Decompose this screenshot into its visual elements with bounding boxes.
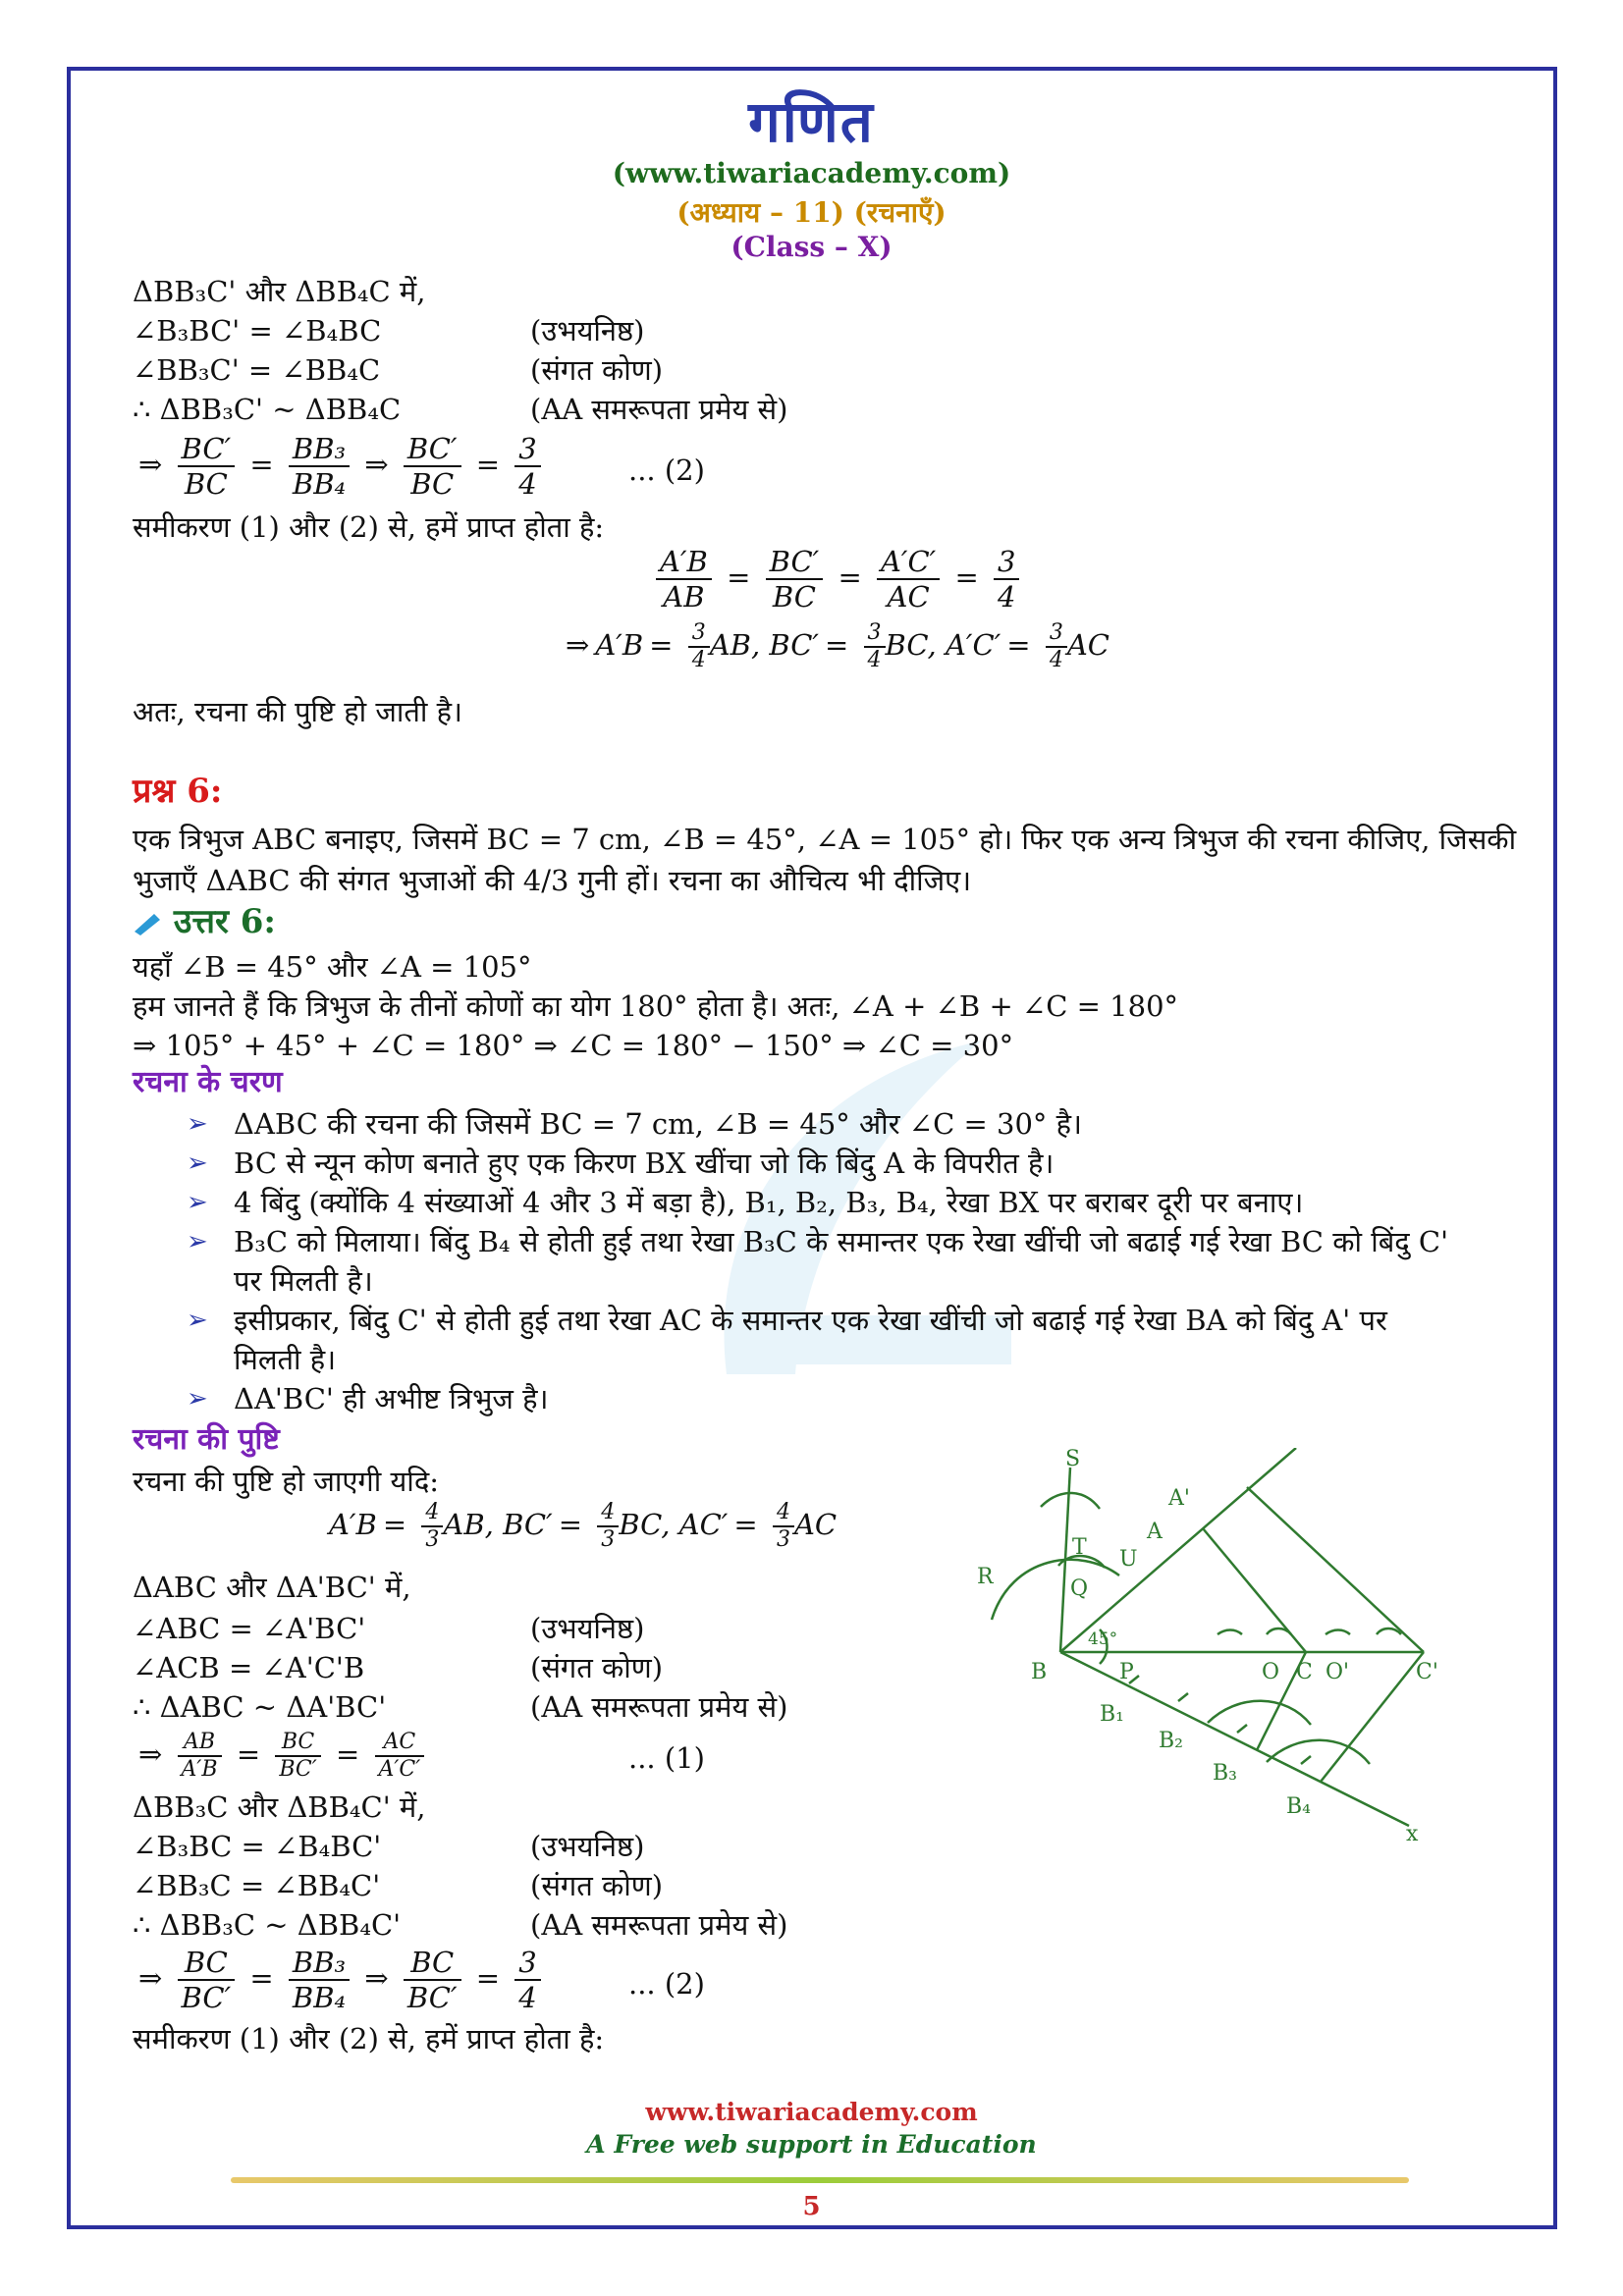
label-angle: 45° — [1088, 1629, 1118, 1649]
bullet-arrow-icon: ➢ — [187, 1227, 208, 1256]
question-heading: प्रश्न 6: — [133, 772, 223, 811]
reason: (संगत कोण) — [530, 1651, 664, 1684]
page-number: 5 — [802, 2192, 821, 2221]
arc-b2 — [1208, 1701, 1311, 1725]
label-o: O — [1262, 1660, 1280, 1684]
label-u: U — [1119, 1547, 1138, 1572]
answer-heading: उत्तर 6: — [133, 903, 276, 940]
similarity-row: ∴ ΔBB₃C ~ ΔBB₄C' — [133, 1908, 402, 1942]
equation-tag: ... (2) — [628, 1967, 705, 2001]
label-p: P — [1119, 1660, 1134, 1684]
similarity-row: ∴ ΔABC ~ ΔA'BC' — [133, 1690, 387, 1724]
proof-intro: रचना की पुष्टि हो जाएगी यदि: — [133, 1465, 439, 1498]
ratio-equation: $\frac{A'B}{AB}$ = $\frac{BC'}{BC}$ = $\frac{A'C'}{AC}$ = $\frac{3}{4}$ — [656, 545, 1019, 614]
label-q: Q — [1070, 1576, 1089, 1601]
label-x: x — [1406, 1822, 1419, 1846]
ray-bx — [1060, 1652, 1409, 1826]
tick-marks — [1129, 1676, 1311, 1764]
label-a: A — [1147, 1520, 1163, 1544]
reason: (संगत कोण) — [530, 1869, 664, 1902]
angle-row: ∠B₃BC = ∠B₄BC' — [133, 1830, 382, 1863]
angle-row: ∠BB₃C = ∠BB₄C' — [133, 1869, 381, 1902]
header-class: (Class – X) — [730, 231, 893, 263]
step-item: B₃C को मिलाया। बिंदु B₄ से होती हुई तथा रेखा B₃C के समान्तर एक रेखा खींची जो बढाई गई रेखा BC को बिंदु C' — [234, 1225, 1449, 1258]
equation-2-bottom: ⇒ $\frac{BC}{BC'}$ = $\frac{\text{BB₃}}{\text{BB₄}}$ ⇒ $\frac{BC}{BC'}$ = $\frac{3}{4}$ — [133, 1946, 541, 2014]
triangle-intro: ΔBB₃C' और ΔBB₄C में, — [133, 275, 426, 308]
equation-tag: ... (1) — [628, 1741, 705, 1775]
step-item: ΔABC की रचना की जिसमें BC = 7 cm, ∠B = 45° और ∠C = 30° है। — [234, 1107, 1083, 1141]
label-s: S — [1065, 1448, 1081, 1471]
proof-heading: रचना की पुष्टि — [133, 1422, 280, 1457]
condition-equation: A′B = $\frac{4}{3}$ AB, BC′ = $\frac{4}{3}$ BC, AC′ = $\frac{4}{3}$ AC — [329, 1500, 838, 1552]
step-item: इसीप्रकार, बिंदु C' से होती हुई तथा रेखा AC के समान्तर एक रेखा खींची जो बढाई गई रेखा BA को बिंदु A' पर — [234, 1304, 1387, 1337]
step-item-cont: पर मिलती है। — [234, 1264, 373, 1298]
conclusion: अतः, रचना की पुष्टि हो जाती है। — [133, 695, 463, 728]
result-equation: ⇒ A′B = $\frac{3}{4}$ AB, BC′ = $\frac{3}{4}$ BC, A′C′ = $\frac{3}{4}$ AC — [566, 620, 1109, 672]
label-a-prime: A' — [1168, 1486, 1190, 1511]
angle-c: ⇒ 105° + 45° + ∠C = 180° ⇒ ∠C = 180° − 150° ⇒ ∠C = 30° — [133, 1029, 1014, 1062]
reason: (AA समरूपता प्रमेय से) — [530, 393, 788, 426]
step-item: 4 बिंदु (क्योंकि 4 संख्याओं 4 और 3 में बड़ा है), B₁, B₂, B₃, B₄, रेखा BX पर बराबर दूरी पर बनाए। — [234, 1186, 1304, 1219]
line-a1c1 — [1247, 1487, 1424, 1652]
reason: (AA समरूपता प्रमेय से) — [530, 1908, 788, 1942]
bullet-arrow-icon: ➢ — [187, 1109, 208, 1139]
reason: (उभयनिष्ठ) — [530, 1830, 645, 1863]
footer-rule — [231, 2177, 1409, 2183]
label-b4: B₄ — [1286, 1794, 1311, 1819]
arc-c1 — [1377, 1629, 1401, 1634]
label-b1: B₁ — [1100, 1702, 1124, 1727]
bullet-arrow-icon: ➢ — [187, 1306, 208, 1335]
label-c-prime: C' — [1416, 1660, 1438, 1684]
step-item-cont: मिलती है। — [234, 1343, 337, 1376]
equation-tag: ... (2) — [628, 454, 705, 487]
label-b: B — [1031, 1660, 1048, 1684]
step-item: BC से न्यून कोण बनाते हुए एक किरण BX खींचा जो कि बिंदु A के विपरीत है। — [234, 1147, 1055, 1180]
label-b3: B₃ — [1213, 1761, 1237, 1786]
from-equations: समीकरण (1) और (2) से, हमें प्राप्त होता है: — [133, 510, 605, 544]
label-b2: B₂ — [1159, 1729, 1183, 1753]
bullet-arrow-icon: ➢ — [187, 1148, 208, 1178]
pen-icon — [133, 912, 162, 935]
reason: (AA समरूपता प्रमेय से) — [530, 1690, 788, 1724]
reason: (उभयनिष्ठ) — [530, 1612, 645, 1645]
steps-heading: रचना के चरण — [133, 1065, 283, 1099]
question-text: भुजाएँ ΔABC की संगत भुजाओं की 4/3 गुनी हों। रचना का औचित्य भी दीजिए। — [133, 864, 972, 897]
label-t: T — [1072, 1535, 1087, 1560]
header-site: (www.tiwariacademy.com) — [612, 157, 1011, 189]
step-item: ΔA'BC' ही अभीष्ट त्रिभुज है। — [234, 1382, 549, 1415]
arc-o — [1217, 1630, 1242, 1635]
equation-2-top: ⇒ $\frac{BC'}{BC}$ = $\frac{\text{BB₃}}{\text{BB₄}}$ ⇒ $\frac{BC'}{BC}$ = $\frac{3}{4}$ — [133, 432, 541, 501]
label-r: R — [977, 1565, 994, 1589]
triangle-intro: ΔABC और ΔA'BC' में, — [133, 1571, 411, 1604]
footer-tagline: A Free web support in Education — [586, 2130, 1037, 2159]
similarity-row: ∴ ΔBB₃C' ~ ΔBB₄C — [133, 393, 402, 426]
bullet-arrow-icon: ➢ — [187, 1384, 208, 1414]
equation-1: ⇒ $\frac{AB}{A'B}$ = $\frac{BC}{BC'}$ = $\frac{AC}{A'C'}$ — [133, 1730, 424, 1783]
from-equations: समीकरण (1) और (2) से, हमें प्राप्त होता है: — [133, 2022, 605, 2056]
arc-r — [992, 1560, 1119, 1620]
ray-ba — [1060, 1448, 1296, 1652]
reason: (संगत कोण) — [530, 353, 664, 387]
question-text: एक त्रिभुज ABC बनाइए, जिसमें BC = 7 cm, ∠B = 45°, ∠A = 105° हो। फिर एक अन्य त्रिभुज की रचना कीजिए, जिसकी — [133, 823, 1517, 856]
reason: (उभयनिष्ठ) — [530, 314, 645, 347]
footer-site: www.tiwariacademy.com — [645, 2098, 978, 2126]
arc-b3 — [1267, 1740, 1370, 1764]
angle-row: ∠ACB = ∠A'C'B — [133, 1651, 365, 1684]
angle-sum: हम जानते हैं कि त्रिभुज के तीनों कोणों का योग 180° होता है। अतः, ∠A + ∠B + ∠C = 180° — [133, 989, 1179, 1023]
triangle-intro: ΔBB₃C और ΔBB₄C' में, — [133, 1790, 426, 1824]
given-angles: यहाँ ∠B = 45° और ∠A = 105° — [133, 950, 532, 984]
angle-row: ∠B₃BC' = ∠B₄BC — [133, 314, 382, 347]
arc-s — [1041, 1493, 1100, 1509]
angle-row: ∠BB₃C' = ∠BB₄C — [133, 353, 381, 387]
page-title: गणित — [748, 88, 875, 155]
construction-figure — [972, 1448, 1463, 1880]
label-c: C — [1296, 1660, 1313, 1684]
bullet-arrow-icon: ➢ — [187, 1188, 208, 1217]
label-o-prime: O' — [1325, 1660, 1350, 1684]
header-chapter: (अध्याय – 11) (रचनाएँ) — [676, 196, 947, 229]
arc-o1 — [1325, 1630, 1350, 1635]
angle-row: ∠ABC = ∠A'BC' — [133, 1612, 366, 1645]
